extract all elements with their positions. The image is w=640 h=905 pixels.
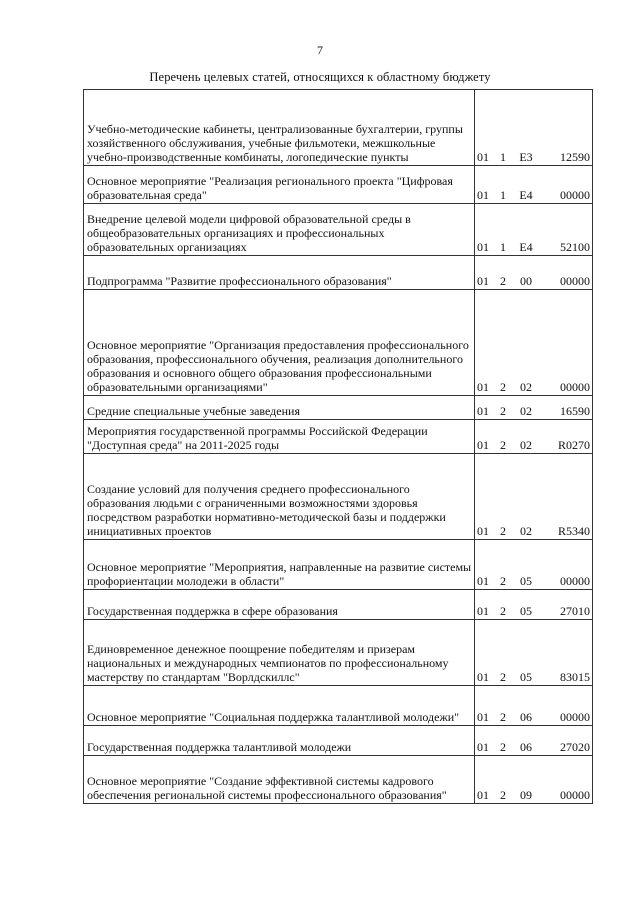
code-part-c2: 2 — [500, 574, 506, 588]
article-code-cell — [475, 686, 593, 726]
code-part-c4: 83015 — [560, 670, 590, 684]
code-part-c3: 06 — [520, 710, 532, 724]
code-part-c1: 01 — [477, 188, 489, 202]
article-name-cell: Основное мероприятие "Создание эффективной системы кадрового обеспечения региональной системы профессионального образования" — [84, 756, 475, 804]
code-part-c3: 02 — [520, 380, 532, 394]
code-part-c4: 00000 — [560, 710, 590, 724]
code-part-c1: 01 — [477, 574, 489, 588]
code-part-c3: 06 — [520, 740, 532, 754]
article-name-cell: Подпрограмма "Развитие профессионального образования" — [84, 256, 475, 290]
code-part-c3: Е4 — [519, 188, 533, 202]
code-part-c3: 05 — [520, 574, 532, 588]
code-part-c1: 01 — [477, 240, 489, 254]
code-part-c2: 1 — [500, 240, 506, 254]
article-code-cell — [475, 454, 593, 540]
code-part-c4: 27020 — [560, 740, 590, 754]
code-part-c4: 12590 — [560, 150, 590, 164]
code-part-c1: 01 — [477, 604, 489, 618]
article-name-cell: Основное мероприятие "Мероприятия, направленные на развитие системы профориентации молодежи в области" — [84, 540, 475, 590]
article-name-cell: Государственная поддержка в сфере образования — [84, 590, 475, 620]
article-code-cell — [475, 620, 593, 686]
code-part-c2: 2 — [500, 604, 506, 618]
code-part-c1: 01 — [477, 524, 489, 538]
table-row — [84, 686, 593, 726]
article-code-cell — [475, 590, 593, 620]
code-part-c4: 27010 — [560, 604, 590, 618]
code-part-c2: 2 — [500, 380, 506, 394]
code-part-c3: Е4 — [519, 240, 533, 254]
code-part-c1: 01 — [477, 150, 489, 164]
article-name-cell: Внедрение целевой модели цифровой образовательной среды в общеобразовательных организациях и профессиональных образовательных организациях — [84, 204, 475, 256]
code-part-c2: 2 — [500, 438, 506, 452]
code-part-c2: 2 — [500, 524, 506, 538]
code-part-c1: 01 — [477, 740, 489, 754]
code-part-c3: 09 — [520, 788, 532, 802]
code-part-c2: 2 — [500, 740, 506, 754]
code-part-c2: 2 — [500, 710, 506, 724]
code-part-c4: 16590 — [560, 404, 590, 418]
table-row — [84, 454, 593, 540]
article-code-cell — [475, 726, 593, 756]
code-part-c4: R0270 — [557, 438, 590, 452]
table-row — [84, 756, 593, 804]
table-row — [84, 166, 593, 204]
code-part-c2: 2 — [500, 788, 506, 802]
article-name-cell: Мероприятия государственной программы Российской Федерации "Доступная среда" на 2011-2025 годы — [84, 420, 475, 454]
article-name-cell: Учебно-методические кабинеты, централизованные бухгалтерии, группы хозяйственного обслуживания, учебные фильмотеки, межшкольные учебно-производственные комбинаты, логопедические пункты — [84, 90, 475, 166]
code-part-c2: 1 — [500, 188, 506, 202]
code-part-c3: 05 — [520, 670, 532, 684]
code-part-c2: 2 — [500, 670, 506, 684]
table-row — [84, 540, 593, 590]
article-code-cell — [475, 540, 593, 590]
code-part-c2: 2 — [500, 274, 506, 288]
table-row — [84, 620, 593, 686]
article-code-cell — [475, 90, 593, 166]
code-part-c2: 1 — [500, 150, 506, 164]
table-row — [84, 590, 593, 620]
code-part-c3: 02 — [520, 438, 532, 452]
code-part-c1: 01 — [477, 710, 489, 724]
code-part-c4: 00000 — [560, 788, 590, 802]
code-part-c3: Е3 — [519, 150, 533, 164]
code-part-c1: 01 — [477, 438, 489, 452]
code-part-c3: 00 — [520, 274, 532, 288]
table-row — [84, 420, 593, 454]
article-code-cell — [475, 290, 593, 396]
article-code-cell — [475, 166, 593, 204]
target-articles-table — [83, 89, 593, 804]
table-row — [84, 204, 593, 256]
code-part-c3: 02 — [520, 404, 532, 418]
table-row — [84, 396, 593, 420]
code-part-c4: 00000 — [560, 274, 590, 288]
article-code-cell — [475, 420, 593, 454]
article-name-cell: Основное мероприятие "Реализация регионального проекта "Цифровая образовательная среда" — [84, 166, 475, 204]
article-name-cell: Основное мероприятие "Организация предоставления профессионального образования, профессионального обучения, реализация дополнительного образования и основного общего образования профессиональными образовательными организациями" — [84, 290, 475, 396]
article-code-cell — [475, 396, 593, 420]
table-row — [84, 726, 593, 756]
code-part-c2: 2 — [500, 404, 506, 418]
table-row — [84, 290, 593, 396]
code-part-c1: 01 — [477, 274, 489, 288]
article-name-cell: Единовременное денежное поощрение победителям и призерам национальных и международных чемпионатов по профессиональному мастерству по стандартам "Ворлдскиллс" — [84, 620, 475, 686]
article-code-cell — [475, 204, 593, 256]
code-part-c4: 52100 — [560, 240, 590, 254]
code-part-c4: 00000 — [560, 188, 590, 202]
article-name-cell: Создание условий для получения среднего профессионального образования людьми с ограниченными возможностями здоровья посредством разработки нормативно-методической базы и поддержки инициативных проектов — [84, 454, 475, 540]
code-part-c1: 01 — [477, 788, 489, 802]
page-number: 7 — [317, 43, 323, 57]
code-part-c4: 00000 — [560, 380, 590, 394]
code-part-c1: 01 — [477, 380, 489, 394]
article-name-cell: Основное мероприятие "Социальная поддержка талантливой молодежи" — [84, 686, 475, 726]
article-name-cell: Средние специальные учебные заведения — [84, 396, 475, 420]
document-title: Перечень целевых статей, относящихся к областному бюджету — [149, 70, 491, 84]
table-row — [84, 256, 593, 290]
code-part-c4: 00000 — [560, 574, 590, 588]
article-code-cell — [475, 756, 593, 804]
article-code-cell — [475, 256, 593, 290]
code-part-c3: 02 — [520, 524, 532, 538]
table-row — [84, 90, 593, 166]
code-part-c3: 05 — [520, 604, 532, 618]
code-part-c1: 01 — [477, 404, 489, 418]
article-name-cell: Государственная поддержка талантливой молодежи — [84, 726, 475, 756]
code-part-c4: R5340 — [557, 524, 590, 538]
code-part-c1: 01 — [477, 670, 489, 684]
